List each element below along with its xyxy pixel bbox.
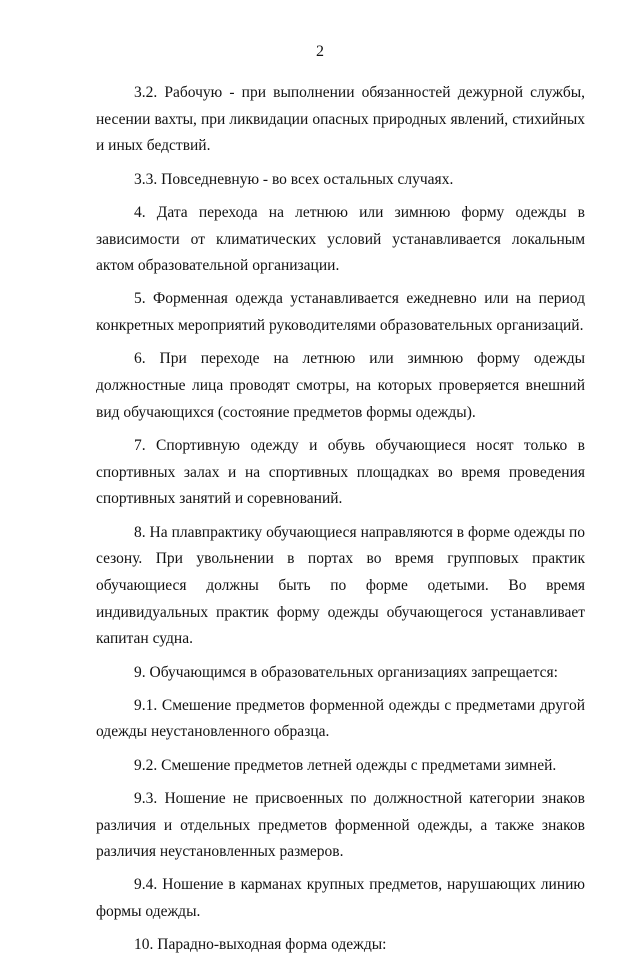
paragraph-6: 6. При переходе на летнюю или зимнюю форму одежды должностные лица проводят смотры, на которых проверяется внешний вид обучающихся (состояние предметов формы одежды). [96,350,585,421]
paragraph-8: 8. На плавпрактику обучающиеся направляются в форме одежды по сезону. При увольнении в портах во время групповых практик обучающиеся должны быть по форме одетыми. Во время индивидуальных практик форму одежды обучающегося устанавливает капитан судна. [96,523,585,648]
page-number: 2 [316,43,324,60]
paragraph-9: 9. Обучающимся в образовательных организациях запрещается: [134,663,558,681]
paragraph-4: 4. Дата перехода на летнюю или зимнюю форму одежды в зависимости от климатических условий устанавливается локальным актом образовательной организации. [96,203,585,275]
paragraph-7: 7. Спортивную одежду и обувь обучающиеся носят только в спортивных залах и на спортивных площадках во время проведения спортивных занятий и соревнований. [96,436,585,508]
paragraph-3-2: 3.2. Рабочую - при выполнении обязанностей дежурной службы, несении вахты, при ликвидации опасных природных явлений, стихийных и иных бедствий. [96,84,585,155]
document-body [96,80,585,966]
paragraph-9-1: 9.1. Смешение предметов форменной одежды с предметами другой одежды неустановленного образца. [96,696,585,741]
paragraph-5: 5. Форменная одежда устанавливается ежедневно или на период конкретных мероприятий руководителями образовательных организаций. [96,290,585,335]
paragraph-9-2: 9.2. Смешение предметов летней одежды с предметами зимней. [134,756,557,774]
paragraph-9-4: 9.4. Ношение в карманах крупных предметов, нарушающих линию формы одежды. [96,876,585,921]
paragraph-3-3: 3.3. Повседневную - во всех остальных случаях. [134,170,454,188]
paragraph-9-3: 9.3. Ношение не присвоенных по должностной категории знаков различия и отдельных предметов форменной одежды, а также знаков различия неустановленных размеров. [96,789,585,861]
paragraph-10: 10. Парадно-выходная форма одежды: [134,936,387,954]
